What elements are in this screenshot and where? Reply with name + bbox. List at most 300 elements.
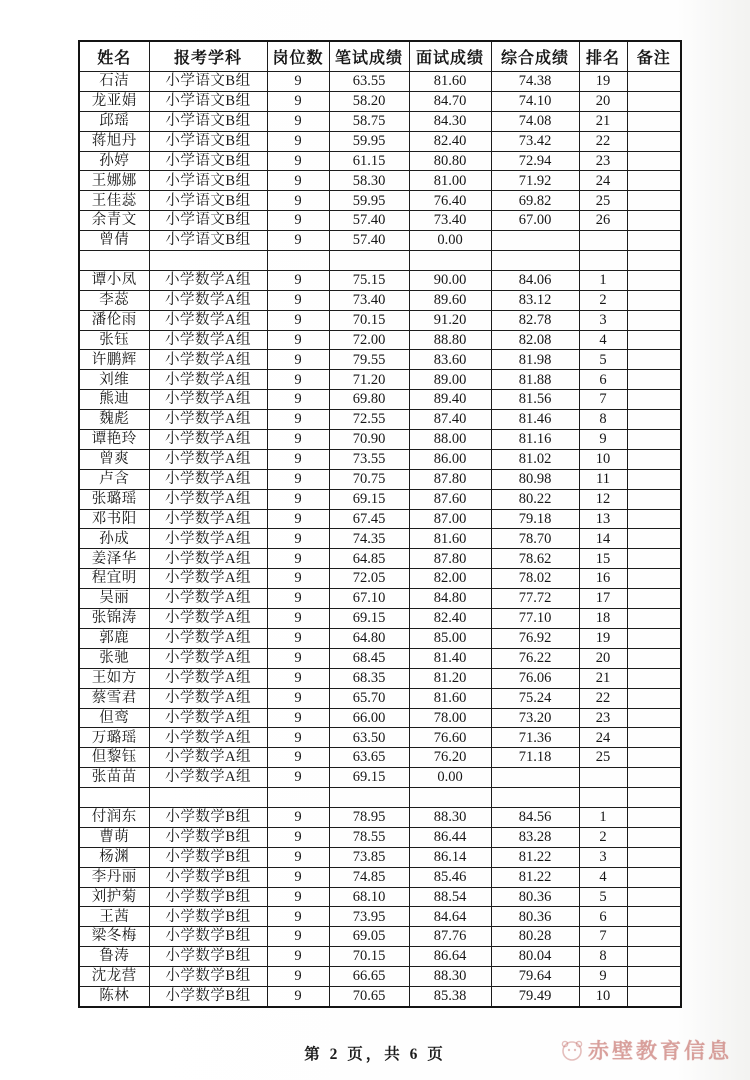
cell-name: 谭小凤 [79, 270, 149, 290]
cell-rank: 25 [579, 191, 627, 211]
cell-written-score: 72.55 [329, 410, 409, 430]
cell-subject: 小学数学A组 [149, 350, 267, 370]
cell-subject: 小学语文B组 [149, 171, 267, 191]
cell-name: 梁冬梅 [79, 927, 149, 947]
cell-positions: 9 [267, 430, 329, 450]
cell-note [627, 350, 681, 370]
table-row [79, 330, 681, 350]
cell-rank: 19 [579, 72, 627, 92]
cell-name: 吴丽 [79, 589, 149, 609]
cell-note [627, 270, 681, 290]
cell-composite-score: 79.64 [491, 967, 579, 987]
cell-composite-score: 80.36 [491, 887, 579, 907]
cell-name: 张钰 [79, 330, 149, 350]
cell-rank [579, 251, 627, 271]
cell-subject: 小学数学A组 [149, 310, 267, 330]
cell-written-score [329, 251, 409, 271]
cell-positions: 9 [267, 111, 329, 131]
cell-name [79, 788, 149, 808]
cell-rank: 12 [579, 489, 627, 509]
cell-interview-score: 87.76 [409, 927, 491, 947]
column-header-interview-score: 面试成绩 [409, 41, 491, 72]
cell-positions: 9 [267, 469, 329, 489]
cell-name: 李蕊 [79, 290, 149, 310]
cell-positions: 9 [267, 231, 329, 251]
cell-composite-score: 80.04 [491, 947, 579, 967]
cell-interview-score: 87.60 [409, 489, 491, 509]
cell-written-score: 66.00 [329, 708, 409, 728]
cell-written-score: 70.75 [329, 469, 409, 489]
cell-subject: 小学数学A组 [149, 370, 267, 390]
cell-rank: 10 [579, 449, 627, 469]
cell-name: 卢含 [79, 469, 149, 489]
table-row [79, 609, 681, 629]
cell-composite-score: 74.38 [491, 72, 579, 92]
cell-name: 曾爽 [79, 449, 149, 469]
cell-name: 曹萌 [79, 827, 149, 847]
cell-name: 刘维 [79, 370, 149, 390]
cell-interview-score: 88.00 [409, 430, 491, 450]
cell-note [627, 887, 681, 907]
cell-subject: 小学数学A组 [149, 430, 267, 450]
cell-interview-score: 89.60 [409, 290, 491, 310]
cell-positions: 9 [267, 270, 329, 290]
cell-note [627, 211, 681, 231]
cell-name: 李丹丽 [79, 867, 149, 887]
cell-composite-score [491, 231, 579, 251]
cell-composite-score: 80.36 [491, 907, 579, 927]
table-row [79, 151, 681, 171]
cell-name: 熊迪 [79, 390, 149, 410]
cell-note [627, 569, 681, 589]
cell-subject: 小学数学B组 [149, 907, 267, 927]
cell-positions: 9 [267, 370, 329, 390]
cell-composite-score: 72.94 [491, 151, 579, 171]
cell-rank: 6 [579, 370, 627, 390]
table-row [79, 887, 681, 907]
cell-note [627, 728, 681, 748]
cell-composite-score: 81.02 [491, 449, 579, 469]
cell-interview-score: 76.20 [409, 748, 491, 768]
cell-written-score: 70.65 [329, 986, 409, 1006]
cell-composite-score: 76.06 [491, 668, 579, 688]
cell-rank: 3 [579, 847, 627, 867]
cell-interview-score: 86.00 [409, 449, 491, 469]
cell-interview-score: 82.40 [409, 131, 491, 151]
cell-rank: 19 [579, 628, 627, 648]
cell-composite-score: 69.82 [491, 191, 579, 211]
table-row [79, 668, 681, 688]
cell-subject: 小学数学B组 [149, 867, 267, 887]
cell-rank: 7 [579, 390, 627, 410]
table-row [79, 191, 681, 211]
cell-rank: 26 [579, 211, 627, 231]
cell-composite-score: 84.06 [491, 270, 579, 290]
cell-rank: 14 [579, 529, 627, 549]
cell-interview-score: 73.40 [409, 211, 491, 231]
cell-written-score: 67.45 [329, 509, 409, 529]
table-row [79, 310, 681, 330]
table-row [79, 430, 681, 450]
cell-composite-score [491, 788, 579, 808]
cell-interview-score: 88.54 [409, 887, 491, 907]
cell-interview-score: 81.60 [409, 529, 491, 549]
cell-note [627, 509, 681, 529]
cell-subject: 小学数学A组 [149, 628, 267, 648]
cell-interview-score: 81.40 [409, 648, 491, 668]
cell-subject [149, 788, 267, 808]
cell-composite-score: 75.24 [491, 688, 579, 708]
cell-written-score: 72.05 [329, 569, 409, 589]
cell-interview-score: 82.00 [409, 569, 491, 589]
cell-name: 王佳蕊 [79, 191, 149, 211]
cell-written-score: 74.85 [329, 867, 409, 887]
cell-subject: 小学数学A组 [149, 728, 267, 748]
cell-name: 鲁涛 [79, 947, 149, 967]
cell-subject: 小学语文B组 [149, 111, 267, 131]
cell-composite-score: 74.08 [491, 111, 579, 131]
cell-positions: 9 [267, 609, 329, 629]
table-row [79, 270, 681, 290]
cell-rank: 25 [579, 748, 627, 768]
cell-subject: 小学数学A组 [149, 469, 267, 489]
cell-rank: 17 [579, 589, 627, 609]
cell-subject: 小学数学A组 [149, 270, 267, 290]
cell-positions: 9 [267, 867, 329, 887]
cell-note [627, 748, 681, 768]
cell-rank: 2 [579, 290, 627, 310]
cell-rank: 15 [579, 549, 627, 569]
cell-positions [267, 788, 329, 808]
cell-composite-score: 81.16 [491, 430, 579, 450]
cell-interview-score: 84.80 [409, 589, 491, 609]
cell-rank: 23 [579, 151, 627, 171]
cell-name: 孙成 [79, 529, 149, 549]
cell-written-score: 58.20 [329, 91, 409, 111]
cell-written-score: 78.55 [329, 827, 409, 847]
cell-positions: 9 [267, 131, 329, 151]
cell-interview-score: 88.30 [409, 967, 491, 987]
cell-interview-score: 88.30 [409, 807, 491, 827]
cell-subject: 小学数学A组 [149, 688, 267, 708]
cell-name: 刘护菊 [79, 887, 149, 907]
cell-composite-score: 81.98 [491, 350, 579, 370]
cell-positions: 9 [267, 410, 329, 430]
cell-interview-score: 0.00 [409, 231, 491, 251]
cell-interview-score: 82.40 [409, 609, 491, 629]
cell-positions: 9 [267, 967, 329, 987]
cell-composite-score: 73.20 [491, 708, 579, 728]
cell-note [627, 72, 681, 92]
cell-interview-score: 91.20 [409, 310, 491, 330]
cell-subject: 小学数学B组 [149, 947, 267, 967]
cell-interview-score: 76.40 [409, 191, 491, 211]
cell-name: 郭鹿 [79, 628, 149, 648]
cell-name: 张苗苗 [79, 768, 149, 788]
cell-composite-score: 71.36 [491, 728, 579, 748]
cell-positions: 9 [267, 947, 329, 967]
cell-written-score: 64.85 [329, 549, 409, 569]
cell-name: 张璐瑶 [79, 489, 149, 509]
cell-rank: 23 [579, 708, 627, 728]
table-row [79, 410, 681, 430]
cell-rank: 20 [579, 648, 627, 668]
cell-subject: 小学数学B组 [149, 887, 267, 907]
cell-positions: 9 [267, 887, 329, 907]
cell-subject: 小学数学B组 [149, 927, 267, 947]
cell-note [627, 628, 681, 648]
cell-rank [579, 768, 627, 788]
cell-subject: 小学数学B组 [149, 847, 267, 867]
column-header-name: 姓名 [79, 41, 149, 72]
cell-interview-score: 87.00 [409, 509, 491, 529]
cell-name: 张驰 [79, 648, 149, 668]
table-header-row [79, 41, 681, 72]
cell-name: 王娜娜 [79, 171, 149, 191]
column-header-rank: 排名 [579, 41, 627, 72]
cell-name: 曾倩 [79, 231, 149, 251]
cell-subject: 小学语文B组 [149, 72, 267, 92]
cell-composite-score: 71.18 [491, 748, 579, 768]
cell-positions: 9 [267, 688, 329, 708]
column-header-subject: 报考学科 [149, 41, 267, 72]
cell-interview-score [409, 788, 491, 808]
cell-note [627, 668, 681, 688]
cell-written-score: 57.40 [329, 211, 409, 231]
table-row [79, 768, 681, 788]
cell-interview-score: 89.40 [409, 390, 491, 410]
cell-rank: 24 [579, 728, 627, 748]
cell-written-score: 58.30 [329, 171, 409, 191]
cell-name: 陈林 [79, 986, 149, 1006]
cell-written-score: 58.75 [329, 111, 409, 131]
watermark-text: 赤壁教育信息 [588, 1039, 732, 1063]
table-body [79, 72, 681, 1007]
cell-name: 付润东 [79, 807, 149, 827]
cell-written-score: 63.65 [329, 748, 409, 768]
cell-rank: 1 [579, 270, 627, 290]
cell-subject: 小学数学A组 [149, 648, 267, 668]
cell-name: 邓书阳 [79, 509, 149, 529]
cell-note [627, 827, 681, 847]
cell-interview-score: 85.38 [409, 986, 491, 1006]
table-row [79, 131, 681, 151]
cell-positions: 9 [267, 827, 329, 847]
table-row [79, 290, 681, 310]
cell-written-score: 68.10 [329, 887, 409, 907]
cell-rank: 4 [579, 867, 627, 887]
cell-subject: 小学数学A组 [149, 390, 267, 410]
cell-subject: 小学数学A组 [149, 589, 267, 609]
cell-positions: 9 [267, 748, 329, 768]
cell-positions: 9 [267, 350, 329, 370]
cell-note [627, 708, 681, 728]
cell-note [627, 648, 681, 668]
table-row [79, 907, 681, 927]
cell-positions: 9 [267, 509, 329, 529]
cell-written-score: 73.95 [329, 907, 409, 927]
cell-note [627, 788, 681, 808]
table-row [79, 688, 681, 708]
cell-composite-score [491, 768, 579, 788]
cell-written-score: 73.55 [329, 449, 409, 469]
column-header-composite-score: 综合成绩 [491, 41, 579, 72]
cell-subject [149, 251, 267, 271]
cell-subject: 小学语文B组 [149, 231, 267, 251]
cell-written-score: 69.15 [329, 489, 409, 509]
cell-positions: 9 [267, 390, 329, 410]
cell-note [627, 231, 681, 251]
cell-interview-score [409, 251, 491, 271]
cell-name: 魏彪 [79, 410, 149, 430]
cell-composite-score: 79.49 [491, 986, 579, 1006]
cell-name: 谭艳玲 [79, 430, 149, 450]
table-row [79, 847, 681, 867]
table-row [79, 91, 681, 111]
cell-rank: 10 [579, 986, 627, 1006]
cell-subject: 小学数学A组 [149, 290, 267, 310]
cell-note [627, 171, 681, 191]
cell-rank: 2 [579, 827, 627, 847]
cell-rank: 6 [579, 907, 627, 927]
cell-note [627, 609, 681, 629]
cell-note [627, 370, 681, 390]
cell-note [627, 489, 681, 509]
table-row [79, 390, 681, 410]
cell-composite-score: 80.98 [491, 469, 579, 489]
cell-composite-score: 79.18 [491, 509, 579, 529]
cell-subject: 小学数学B组 [149, 807, 267, 827]
cell-composite-score: 71.92 [491, 171, 579, 191]
cell-subject: 小学数学A组 [149, 668, 267, 688]
cell-rank: 8 [579, 947, 627, 967]
cell-interview-score: 85.46 [409, 867, 491, 887]
cell-written-score: 61.15 [329, 151, 409, 171]
cell-positions: 9 [267, 171, 329, 191]
cell-note [627, 469, 681, 489]
cell-note [627, 847, 681, 867]
cell-note [627, 688, 681, 708]
cell-note [627, 131, 681, 151]
cell-interview-score: 87.40 [409, 410, 491, 430]
cell-written-score: 66.65 [329, 967, 409, 987]
cell-positions: 9 [267, 91, 329, 111]
cell-name: 但鸾 [79, 708, 149, 728]
cell-interview-score: 81.00 [409, 171, 491, 191]
table-row [79, 867, 681, 887]
cell-subject: 小学数学B组 [149, 986, 267, 1006]
cell-composite-score: 76.92 [491, 628, 579, 648]
table-row [79, 171, 681, 191]
table-row [79, 967, 681, 987]
cell-rank [579, 788, 627, 808]
table-row [79, 469, 681, 489]
cell-rank: 13 [579, 509, 627, 529]
cell-interview-score: 81.60 [409, 72, 491, 92]
cell-composite-score: 81.22 [491, 867, 579, 887]
cell-positions: 9 [267, 529, 329, 549]
table-row [79, 589, 681, 609]
cell-note [627, 310, 681, 330]
cell-positions: 9 [267, 191, 329, 211]
cell-note [627, 768, 681, 788]
cell-composite-score: 81.88 [491, 370, 579, 390]
cell-rank: 16 [579, 569, 627, 589]
cell-subject: 小学数学A组 [149, 449, 267, 469]
cell-name [79, 251, 149, 271]
cell-rank: 22 [579, 688, 627, 708]
cell-note [627, 151, 681, 171]
table-row [79, 708, 681, 728]
cell-composite-score: 81.46 [491, 410, 579, 430]
cell-interview-score: 83.60 [409, 350, 491, 370]
cell-name: 王如方 [79, 668, 149, 688]
cell-interview-score: 90.00 [409, 270, 491, 290]
table-row [79, 827, 681, 847]
cell-name: 余青文 [79, 211, 149, 231]
cell-note [627, 589, 681, 609]
table-row [79, 529, 681, 549]
cell-composite-score: 83.28 [491, 827, 579, 847]
cell-interview-score: 84.70 [409, 91, 491, 111]
cell-positions: 9 [267, 290, 329, 310]
cell-written-score: 70.15 [329, 310, 409, 330]
cell-rank: 9 [579, 967, 627, 987]
cell-rank [579, 231, 627, 251]
cell-positions: 9 [267, 310, 329, 330]
cell-note [627, 330, 681, 350]
table-row [79, 986, 681, 1006]
cell-subject: 小学语文B组 [149, 211, 267, 231]
cell-note [627, 807, 681, 827]
cell-subject: 小学数学A组 [149, 410, 267, 430]
cell-interview-score: 86.44 [409, 827, 491, 847]
cell-written-score: 78.95 [329, 807, 409, 827]
cell-positions: 9 [267, 489, 329, 509]
cell-written-score: 67.10 [329, 589, 409, 609]
page-number: 第 2 页，共 6 页 [304, 1046, 446, 1063]
cell-note [627, 430, 681, 450]
table-row [79, 728, 681, 748]
cell-interview-score: 0.00 [409, 768, 491, 788]
cell-note [627, 967, 681, 987]
cell-rank: 20 [579, 91, 627, 111]
cell-interview-score: 81.60 [409, 688, 491, 708]
cell-interview-score: 85.00 [409, 628, 491, 648]
cell-written-score: 64.80 [329, 628, 409, 648]
cell-composite-score: 81.22 [491, 847, 579, 867]
cell-written-score: 72.00 [329, 330, 409, 350]
cell-written-score: 59.95 [329, 191, 409, 211]
separator-row [79, 251, 681, 271]
cell-composite-score: 78.02 [491, 569, 579, 589]
cell-composite-score: 78.70 [491, 529, 579, 549]
cell-written-score [329, 788, 409, 808]
cell-name: 沈龙营 [79, 967, 149, 987]
cell-interview-score: 86.64 [409, 947, 491, 967]
cell-note [627, 91, 681, 111]
cell-composite-score: 77.72 [491, 589, 579, 609]
cell-note [627, 907, 681, 927]
cell-name: 万璐瑶 [79, 728, 149, 748]
cell-note [627, 867, 681, 887]
cell-note [627, 449, 681, 469]
cell-positions: 9 [267, 768, 329, 788]
table-row [79, 947, 681, 967]
cell-positions: 9 [267, 589, 329, 609]
cell-rank: 11 [579, 469, 627, 489]
cell-rank: 21 [579, 111, 627, 131]
